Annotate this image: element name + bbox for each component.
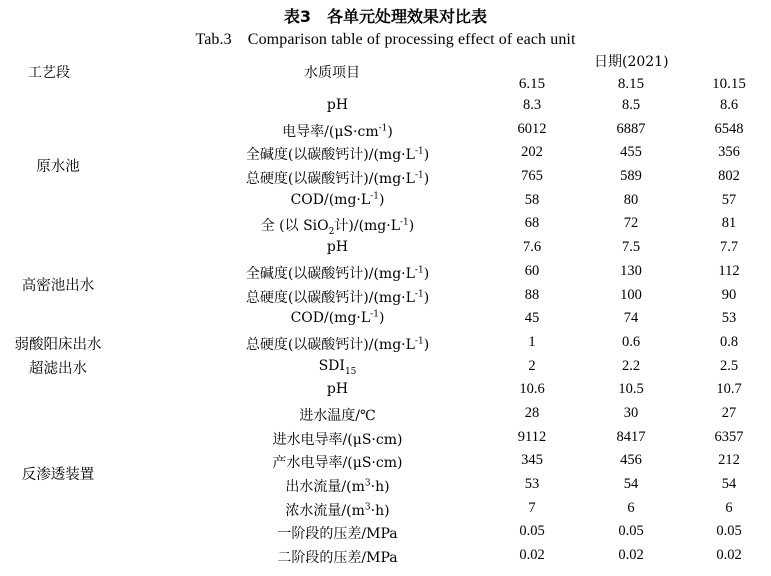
header-date-1: 6.15 bbox=[518, 76, 546, 92]
row-value-3: 2.5 bbox=[719, 357, 739, 374]
section-label: 原水池 bbox=[36, 159, 80, 176]
row-item-label: 全 (以 SiO$_2$计)$/(mg\cdot L^{-1})$ bbox=[260, 217, 415, 238]
row-value-1: 0.02 bbox=[519, 547, 545, 564]
section-label: 超滤出水 bbox=[29, 360, 87, 377]
row-value-3: 81 bbox=[721, 215, 737, 232]
row-value-1: 58 bbox=[524, 191, 540, 208]
row-value-1: 60 bbox=[524, 262, 540, 279]
row-value-2: 80 bbox=[623, 191, 639, 208]
row-item-label: pH bbox=[326, 381, 349, 398]
row-value-1: 7.6 bbox=[522, 239, 542, 256]
header-date-3: 10.15 bbox=[712, 76, 746, 92]
row-item-label: COD/$(mg\cdot L^{-1})$ bbox=[290, 191, 385, 208]
row-value-3: 90 bbox=[721, 286, 737, 303]
row-value-3: 54 bbox=[721, 476, 737, 492]
header-section-label: 工艺段 bbox=[28, 65, 70, 81]
table-row bbox=[0, 544, 771, 568]
table-row bbox=[0, 402, 771, 426]
row-value-3: 0.8 bbox=[719, 333, 739, 350]
row-value-3: 0.05 bbox=[716, 523, 742, 540]
row-value-3: 27 bbox=[721, 404, 737, 421]
row-item-label: 总硬度(以碳酸钙计)$/(mg\cdot L^{-1})$ bbox=[245, 336, 430, 353]
row-value-3: 10.7 bbox=[716, 381, 742, 398]
table-row bbox=[0, 426, 771, 450]
row-value-1: 202 bbox=[521, 144, 543, 161]
table-row bbox=[0, 189, 771, 213]
row-item-label: 总硬度(以碳酸钙计)$/(mg\cdot L^{-1})$ bbox=[245, 170, 430, 188]
row-value-1: 1 bbox=[528, 333, 536, 350]
table-row bbox=[0, 212, 771, 236]
row-value-3: 6548 bbox=[714, 120, 744, 137]
row-item-label: 浓水流量$/(m^3\cdot h)$ bbox=[285, 502, 390, 519]
row-value-1: 765 bbox=[521, 168, 543, 185]
row-value-1: 6012 bbox=[517, 120, 547, 137]
row-value-3: 57 bbox=[721, 191, 737, 208]
table-row bbox=[0, 497, 771, 521]
row-value-2: 456 bbox=[620, 452, 642, 469]
header-item-label: 水质项目 bbox=[304, 65, 360, 81]
section-label: 弱酸阳床出水 bbox=[14, 336, 102, 353]
row-item-label: COD/$(mg\cdot L^{-1})$ bbox=[290, 309, 385, 327]
row-value-2: 0.6 bbox=[621, 333, 641, 350]
row-value-1: 68 bbox=[524, 215, 540, 232]
row-value-3: 6357 bbox=[714, 428, 744, 445]
header-date-group: 日期(2021) bbox=[594, 54, 669, 70]
row-value-1: 53 bbox=[524, 476, 540, 492]
row-value-2: 74 bbox=[623, 310, 639, 327]
row-value-1: 88 bbox=[524, 286, 540, 303]
table-row bbox=[0, 236, 771, 260]
row-value-1: 345 bbox=[521, 452, 543, 469]
row-value-1: 45 bbox=[524, 310, 540, 327]
row-value-2: 589 bbox=[620, 168, 642, 185]
row-item-label: 出水流量$/(m^3\cdot h)$ bbox=[285, 478, 390, 495]
row-item-label: 进水电导率/(μS·cm) bbox=[272, 431, 403, 448]
table-title-en: Tab.3 Comparison table of processing effect of each unit bbox=[195, 31, 576, 48]
row-item-label: pH bbox=[326, 97, 349, 113]
table-row bbox=[0, 520, 771, 544]
row-value-2: 100 bbox=[620, 286, 642, 303]
row-value-2: 455 bbox=[620, 144, 642, 161]
row-value-2: 8417 bbox=[616, 428, 646, 445]
row-value-2: 10.5 bbox=[618, 381, 644, 398]
row-value-3: 53 bbox=[721, 310, 737, 327]
row-value-1: 10.6 bbox=[519, 381, 545, 398]
row-item-label: pH bbox=[326, 239, 349, 256]
row-value-2: 0.05 bbox=[618, 523, 644, 540]
row-value-2: 54 bbox=[623, 476, 639, 492]
row-item-label: 全碱度(以碳酸钙计)$/(mg\cdot L^{-1})$ bbox=[245, 146, 430, 164]
row-value-2: 30 bbox=[623, 404, 639, 421]
row-item-label: 产水电导率/(μS·cm) bbox=[272, 455, 403, 472]
row-value-1: 0.05 bbox=[519, 523, 545, 540]
row-value-3: 6 bbox=[725, 499, 733, 516]
row-value-2: 6 bbox=[627, 499, 635, 516]
row-value-2: 72 bbox=[623, 215, 639, 232]
row-value-2: 130 bbox=[620, 262, 642, 279]
row-value-2: 2.2 bbox=[621, 357, 641, 374]
row-item-label: 总硬度(以碳酸钙计)$/(mg\cdot L^{-1})$ bbox=[245, 288, 430, 306]
row-value-3: 802 bbox=[718, 168, 740, 185]
row-item-label: 一阶段的压差/MPa bbox=[277, 526, 398, 543]
row-item-label: 进水温度/℃ bbox=[299, 407, 376, 424]
table-row bbox=[0, 307, 771, 331]
section-label: 反渗透装置 bbox=[21, 467, 95, 484]
table-row bbox=[0, 94, 771, 118]
row-value-3: 0.02 bbox=[716, 547, 742, 564]
row-value-1: 7 bbox=[528, 499, 536, 516]
row-value-3: 356 bbox=[718, 144, 740, 161]
table-title-cn: 表3 各单元处理效果对比表 bbox=[283, 7, 488, 26]
row-value-2: 7.5 bbox=[621, 239, 641, 256]
row-item-label: $SDI_{15}$ bbox=[318, 357, 357, 377]
row-value-2: 6887 bbox=[616, 120, 646, 137]
row-value-3: 212 bbox=[718, 452, 740, 469]
row-value-1: 2 bbox=[528, 357, 536, 374]
section-label: 高密池出水 bbox=[21, 277, 95, 294]
table-row bbox=[0, 118, 771, 142]
table-row bbox=[0, 378, 771, 402]
row-value-3: 8.6 bbox=[719, 97, 739, 113]
row-value-2: 8.5 bbox=[621, 97, 641, 113]
row-value-3: 7.7 bbox=[719, 239, 739, 256]
row-item-label: 电导率$/(\mu S\cdot cm^{-1})$ bbox=[282, 123, 393, 140]
header-date-2: 8.15 bbox=[617, 76, 645, 92]
row-item-label: 二阶段的压差/MPa bbox=[277, 550, 398, 567]
row-value-1: 28 bbox=[524, 404, 540, 421]
row-item-label: 全碱度(以碳酸钙计)$/(mg\cdot L^{-1})$ bbox=[245, 265, 430, 282]
row-value-1: 9112 bbox=[517, 428, 547, 445]
row-value-2: 0.02 bbox=[618, 547, 644, 564]
row-value-1: 8.3 bbox=[522, 97, 542, 113]
row-value-3: 112 bbox=[718, 262, 740, 279]
